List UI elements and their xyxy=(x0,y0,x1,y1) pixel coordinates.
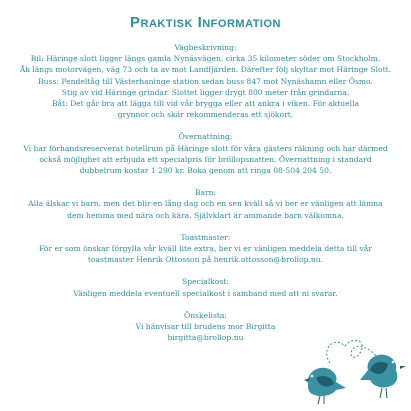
section-toastmaster xyxy=(0,232,411,266)
info-content xyxy=(0,42,411,343)
text-line: Stig av vid Häringe grindar. Slottet ligger drygt 800 meter från grindarna. xyxy=(61,87,350,97)
left-bird xyxy=(304,368,346,404)
text-line: dubbelrum kostar 1 290 kr. Boka genom att ringa 08-504 204 50. xyxy=(79,166,332,176)
section-children xyxy=(0,187,411,221)
section-heading: Toastmaster: xyxy=(180,232,231,242)
section-directions xyxy=(0,42,411,120)
text-line: Alla älskar vi barn, men det blir en lång dag och en sen kväll så vi ber er vänligen att lämna xyxy=(28,199,383,209)
section-accommodation xyxy=(0,131,411,176)
text-line: Vi hänvisar till brudens mor Birgitta xyxy=(135,322,276,332)
section-heading: Övernattning: xyxy=(178,132,233,142)
section-heading: Vägbeskrivning: xyxy=(174,43,237,52)
text-line: Buss: Pendeltåg till Västerhaninge station sedan buss 847 mot Nynäshamn eller Ösmo. xyxy=(38,76,373,86)
page-title: Praktisk Information xyxy=(130,14,281,31)
email-text: birgitta@brollop.nu xyxy=(167,333,244,343)
section-heading: Barn: xyxy=(194,188,217,198)
two-birds-with-heart-icon xyxy=(300,318,410,408)
text-line: Båt: Det går bra att lägga till vid vår brygga eller att ankra i viken. För aktuella xyxy=(51,99,360,109)
text-line: Bil: Häringe slott ligger längs gamla Nynäsvägen, cirka 35 kilometer söder om Stockholm. xyxy=(30,54,381,64)
right-bird xyxy=(360,355,406,398)
text-line: grynnor och skär rekommenderas ett sjökort. xyxy=(117,110,294,120)
text-line: dem hemma med nära och kära. Självklart är ammande barn välkomna. xyxy=(67,210,344,220)
text-line: Vänligen meddela eventuell specialkost i samband med att ni svarar. xyxy=(73,288,338,298)
text-line: också möjlighet att erbjuda ett specialpris för bröllopsnatten. Övernattning i standard xyxy=(39,154,372,164)
text-line: toastmaster Henrik Ottosson på henrik.ottosson@brollop.nu. xyxy=(87,255,324,265)
section-special-diet xyxy=(0,276,411,298)
text-line: För er som önskar förgylla vår kväll lite extra, ber vi er vänligen meddela detta till vår xyxy=(39,244,372,254)
section-heading: Specialkost: xyxy=(182,277,229,287)
text-line: Åk längs motorvägen, väg 73 och ta av mot Landfjärden. Därefter följ skyltar mot Häringe Slott. xyxy=(19,65,392,75)
section-heading: Önskelista: xyxy=(183,310,227,320)
text-line: Vi har förhandsreserverat hotellrum på Häringe slott för våra gästers räkning och har därmed xyxy=(23,143,388,153)
